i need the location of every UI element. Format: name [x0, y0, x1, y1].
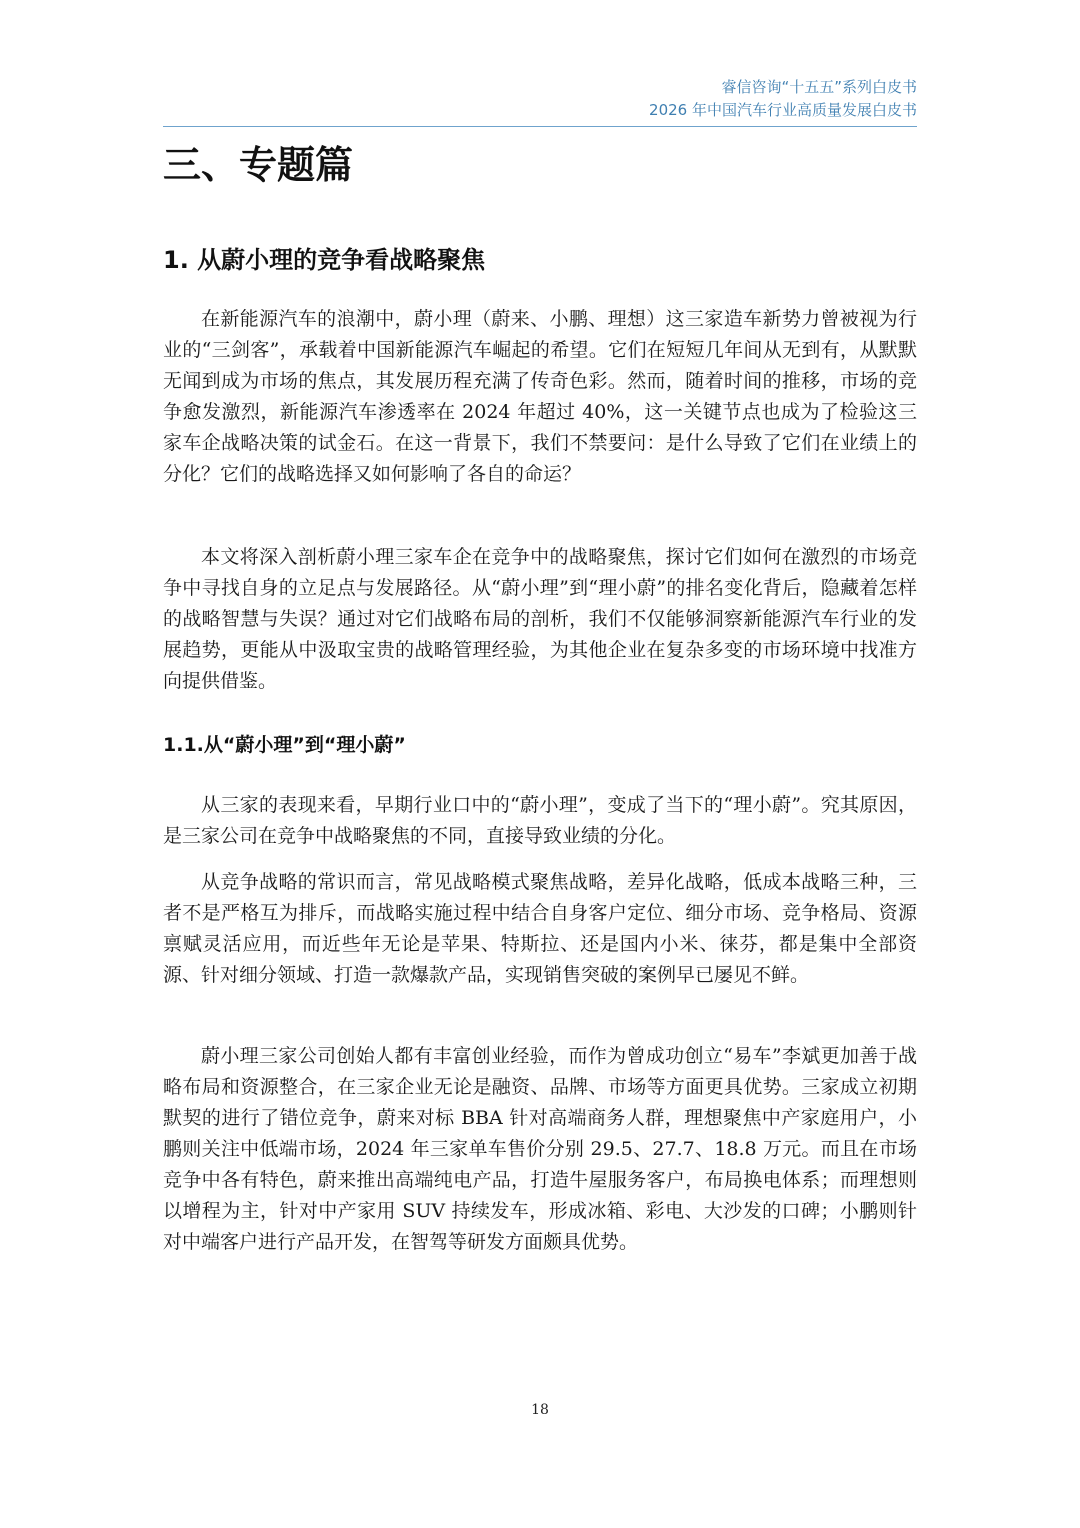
header-series-title: 睿信咨询“十五五”系列白皮书 — [721, 78, 917, 96]
chapter-title: 三、专题篇 — [163, 143, 354, 187]
section-title: 1. 从蔚小理的竞争看战略聚焦 — [163, 246, 486, 274]
body-paragraph: 本文将深入剖析蔚小理三家车企在竞争中的战略聚焦，探讨它们如何在激烈的市场竞争中寻找自身的立足点与发展路径。从“蔚小理”到“理小蔚”的排名变化背后，隐藏着怎样的战略智慧与失误？通过对它们战略布局的剖析，我们不仅能够洞察新能源汽车行业的发展趋势，更能从中汲取宝贵的战略管理经验，为其他企业在复杂多变的市场环境中找准方向提供借鉴。 — [163, 546, 917, 692]
body-paragraph: 蔚小理三家公司创始人都有丰富创业经验，而作为曾成功创立“易车”李斌更加善于战略布局和资源整合，在三家企业无论是融资、品牌、市场等方面更具优势。三家成立初期默契的进行了错位竞争，蔚来对标 BBA 针对高端商务人群，理想聚焦中产家庭用户，小鹏则关注中低端市场，2024 年三家单车售价分别 29.5、27.7、18.8 万元。而且在市场竞争中各有特色，蔚来推出高端纯电产品，打造牛屋服务客户，布局换电体系；而理想则以增程为主，针对中产家用 SUV 持续发车，形成冰箱、彩电、大沙发的口碑；小鹏则针对中端客户进行产品开发，在智驾等研发方面颇具优势。 — [163, 1045, 917, 1253]
header-report-title: 2026 年中国汽车行业高质量发展白皮书 — [649, 101, 917, 119]
subsection-title: 1.1.从“蔚小理”到“理小蔚” — [163, 734, 406, 756]
page-number: 18 — [531, 1402, 549, 1418]
body-paragraph: 在新能源汽车的浪潮中，蔚小理（蔚来、小鹏、理想）这三家造车新势力曾被视为行业的“三剑客”，承载着中国新能源汽车崛起的希望。它们在短短几年间从无到有，从默默无闻到成为市场的焦点，其发展历程充满了传奇色彩。然而，随着时间的推移，市场的竞争愈发激烈，新能源汽车渗透率在 2024 年超过 40%，这一关键节点也成为了检验这三家车企战略决策的试金石。在这一背景下，我们不禁要问：是什么导致了它们在业绩上的分化？它们的战略选择又如何影响了各自的命运？ — [163, 308, 917, 485]
body-paragraph: 从三家的表现来看，早期行业口中的“蔚小理”，变成了当下的“理小蔚”。究其原因，是三家公司在竞争中战略聚焦的不同，直接导致业绩的分化。 — [163, 794, 917, 847]
body-paragraph: 从竞争战略的常识而言，常见战略模式聚焦战略，差异化战略，低成本战略三种，三者不是严格互为排斥，而战略实施过程中结合自身客户定位、细分市场、竞争格局、资源禀赋灵活应用，而近些年无论是苹果、特斯拉、还是国内小米、徕芬，都是集中全部资源、针对细分领域、打造一款爆款产品，实现销售突破的案例早已屡见不鲜。 — [163, 871, 917, 986]
header-divider — [163, 126, 917, 127]
running-header — [649, 76, 917, 122]
